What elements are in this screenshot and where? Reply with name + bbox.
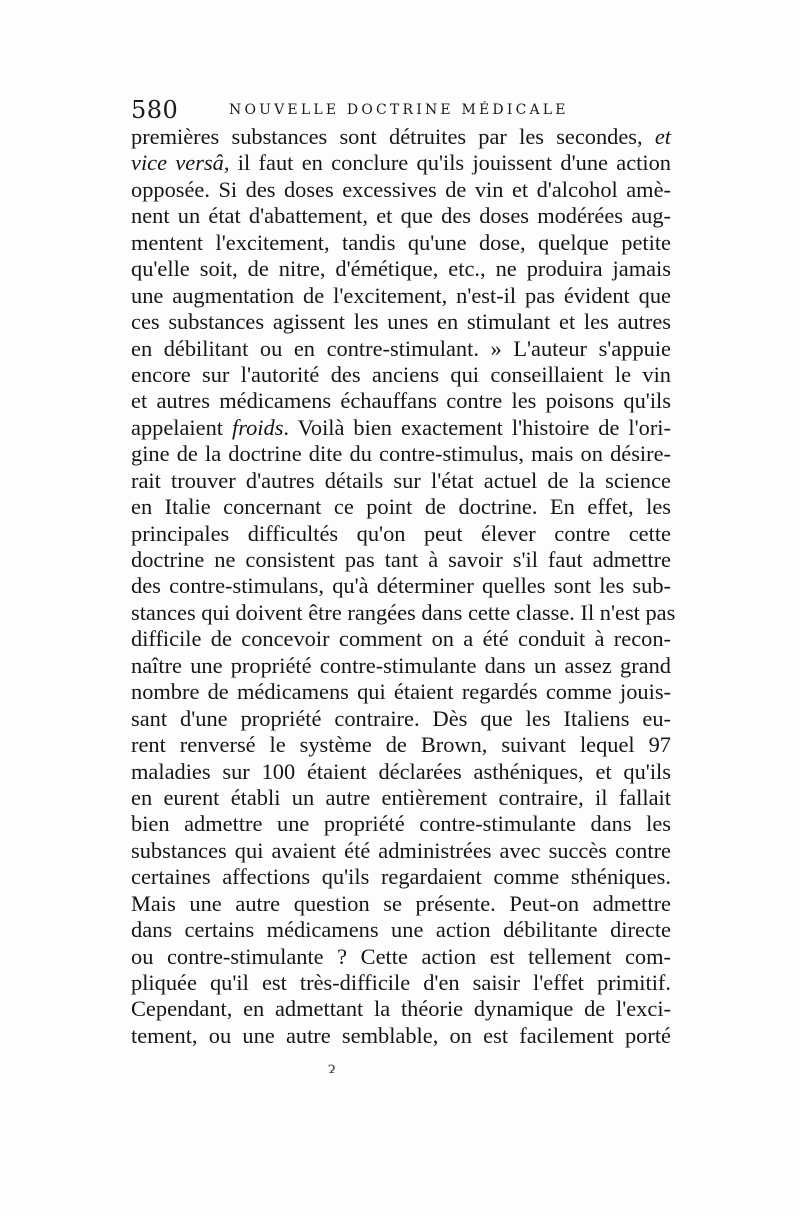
text-line: en débilitant ou en contre-stimulant. » L'auteur s'appuie [131, 335, 671, 361]
text-segment-italic: et [654, 124, 671, 149]
text-line: pliquée qu'il est très-difficile d'en saisir l'effet primitif. [131, 970, 671, 995]
text-line: difficile de concevoir comment on a été conduit à recon- [131, 626, 671, 652]
text-line: en Italie concernant ce point de doctrine. En effet, les [131, 494, 671, 520]
text-line: maladies sur 100 étaient déclarées asthéniques, et qu'ils [131, 758, 671, 784]
page-header [131, 96, 671, 126]
text-line: en eurent établi un autre entièrement contraire, il fallait [131, 784, 671, 810]
text-line [131, 415, 671, 441]
text-line: rent renversé le système de Brown, suivant lequel 97 [131, 732, 671, 758]
text-line: et autres médicamens échauffans contre les poisons qu'ils [131, 388, 671, 414]
text-line: doctrine ne consistent pas tant à savoir s'il faut admettre [131, 547, 671, 572]
text-segment: appelaient [131, 414, 232, 440]
text-segment-italic: froids [231, 414, 284, 440]
text-line: ou contre-stimulante ? Cette action est tellement com- [131, 943, 671, 969]
body-text [131, 124, 676, 1049]
text-line: certaines affections qu'ils regardaient comme sthéniques. [131, 864, 671, 890]
text-segment: premières substances sont détruites par les secondes, [131, 124, 655, 149]
text-line: principales difficultés qu'on peut élever contre cette [131, 520, 671, 546]
text-line: bien admettre une propriété contre-stimulante dans les [131, 811, 671, 837]
text-line: opposée. Si des doses excessives de vin et d'alcohol amè- [131, 176, 671, 202]
text-line [131, 150, 671, 176]
text-line: tement, ou une autre semblable, on est facilement porté [131, 1022, 671, 1048]
text-line: qu'elle soit, de nitre, d'émétique, etc., ne produira jamais [131, 256, 671, 282]
text-line: des contre-stimulans, qu'à déterminer quelles sont les sub- [131, 573, 671, 599]
text-line: ces substances agissent les unes en stimulant et les autres [131, 309, 671, 335]
text-line: une augmentation de l'excitement, n'est-il pas évident que [131, 282, 671, 308]
text-line: rait trouver d'autres détails sur l'état actuel de la science [131, 467, 671, 493]
text-line: gine de la doctrine dite du contre-stimulus, mais on désire- [131, 441, 671, 467]
text-line: Mais une autre question se présente. Peut-on admettre [131, 890, 671, 916]
text-line: sant d'une propriété contraire. Dès que les Italiens eu- [131, 705, 671, 731]
text-segment: . Voilà bien exactement l'histoire de l'ori- [283, 414, 671, 440]
page-number: 580 [131, 96, 179, 124]
text-line [131, 124, 671, 150]
text-segment-italic: vice versâ, [131, 150, 230, 176]
stray-mark: ɂ [328, 1058, 336, 1077]
text-line: Cependant, en admettant la théorie dynamique de l'exci- [131, 996, 671, 1022]
text-line: mentent l'excitement, tandis qu'une dose, quelque petite [131, 229, 671, 255]
text-line: nent un état d'abattement, et que des doses modérées aug- [131, 203, 671, 229]
text-line: dans certains médicamens une action débilitante directe [131, 917, 671, 943]
text-line: nombre de médicamens qui étaient regardés comme jouis- [131, 679, 671, 705]
text-line: substances qui avaient été administrées avec succès contre [131, 837, 671, 863]
text-segment: il faut en conclure qu'ils jouissent d'une action [229, 150, 671, 176]
text-line: stances qui doivent être rangées dans cette classe. Il n'est pas [131, 599, 676, 625]
text-line: naître une propriété contre-stimulante dans un assez grand [131, 652, 671, 678]
text-line: encore sur l'autorité des anciens qui conseillaient le vin [131, 361, 671, 387]
running-head: NOUVELLE DOCTRINE MÉDICALE [229, 102, 569, 118]
